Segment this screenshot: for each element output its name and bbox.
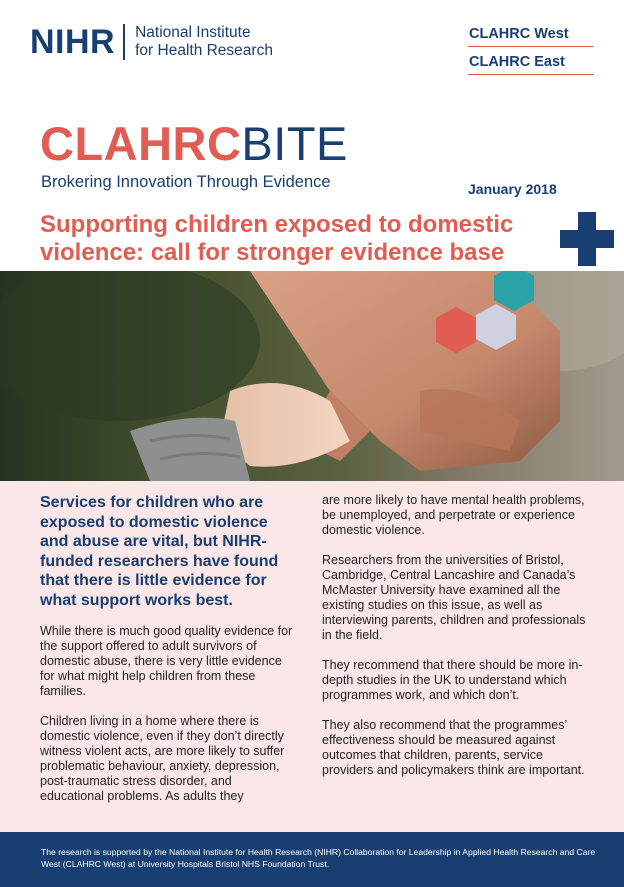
- body-paragraph: Children living in a home where there is domestic violence, even if they don’t directly witness violent acts, are more likely to suffer problematic behaviour, anxiety, depression, post-traumatic stress disorder, and educational problems. As adults they: [40, 714, 285, 803]
- footer-funding-note: The research is supported by the National Institute for Health Research (NIHR) Collaboration for Leadership in Applied Health Research and Care West (CLAHRC West) at University Hospitals Bristol NHS Foundation Trust.: [41, 847, 596, 869]
- plus-icon: [560, 212, 614, 266]
- body-paragraph: are more likely to have mental health problems, be unemployed, and perpetrate or experience domestic violence.: [322, 493, 585, 537]
- nihr-logo-mark: NIHR: [30, 23, 116, 61]
- logo-divider: [123, 24, 125, 60]
- page-title: [40, 211, 550, 267]
- brand-part2: BITE: [241, 117, 348, 170]
- issue-date: January 2018: [468, 181, 557, 197]
- lead-paragraph: Services for children who are exposed to domestic violence and abuse are vital, but NIHR-funded researchers have found that there is little evidence for what support works best.: [40, 494, 279, 609]
- body-paragraph: They recommend that there should be more in-depth studies in the UK to understand which programmes work, and which don’t.: [322, 658, 583, 702]
- nihr-logo: [30, 24, 273, 60]
- brand-part1: CLAHRC: [40, 117, 242, 170]
- clahrc-west-link[interactable]: CLAHRC West: [468, 24, 594, 47]
- right-column: [322, 493, 594, 793]
- nihr-name-line2: for Health Research: [135, 42, 273, 59]
- nihr-name-line1: National Institute: [135, 24, 251, 41]
- body-paragraph: Researchers from the universities of Bristol, Cambridge, Central Lancashire and Canada’s McMaster University have examined all the existing studies on this issue, as well as interviewing parents, children and professionals in the field.: [322, 553, 586, 642]
- clahrc-links: [468, 24, 594, 75]
- footer: [0, 832, 624, 887]
- hero-photo: [0, 271, 624, 481]
- nihr-logo-name: [135, 24, 273, 60]
- article-panel: [0, 481, 624, 832]
- headline-line1: Supporting children exposed to domestic: [40, 211, 514, 238]
- body-paragraph: While there is much good quality evidence for the support offered to adult survivors of domestic abuse, there is very little evidence for what might help children from these families.: [40, 624, 293, 698]
- body-paragraph: They also recommend that the programmes’ effectiveness should be measured against outcomes that children, parents, service providers and policymakers think are important.: [322, 718, 585, 777]
- brand-tagline: Brokering Innovation Through Evidence: [41, 173, 331, 191]
- left-column: [40, 493, 298, 819]
- clahrcbite-logo: [40, 118, 348, 170]
- clahrc-east-link[interactable]: CLAHRC East: [468, 52, 594, 75]
- hands-photo-illustration: [0, 271, 624, 481]
- headline-line2: violence: call for stronger evidence base: [40, 239, 505, 266]
